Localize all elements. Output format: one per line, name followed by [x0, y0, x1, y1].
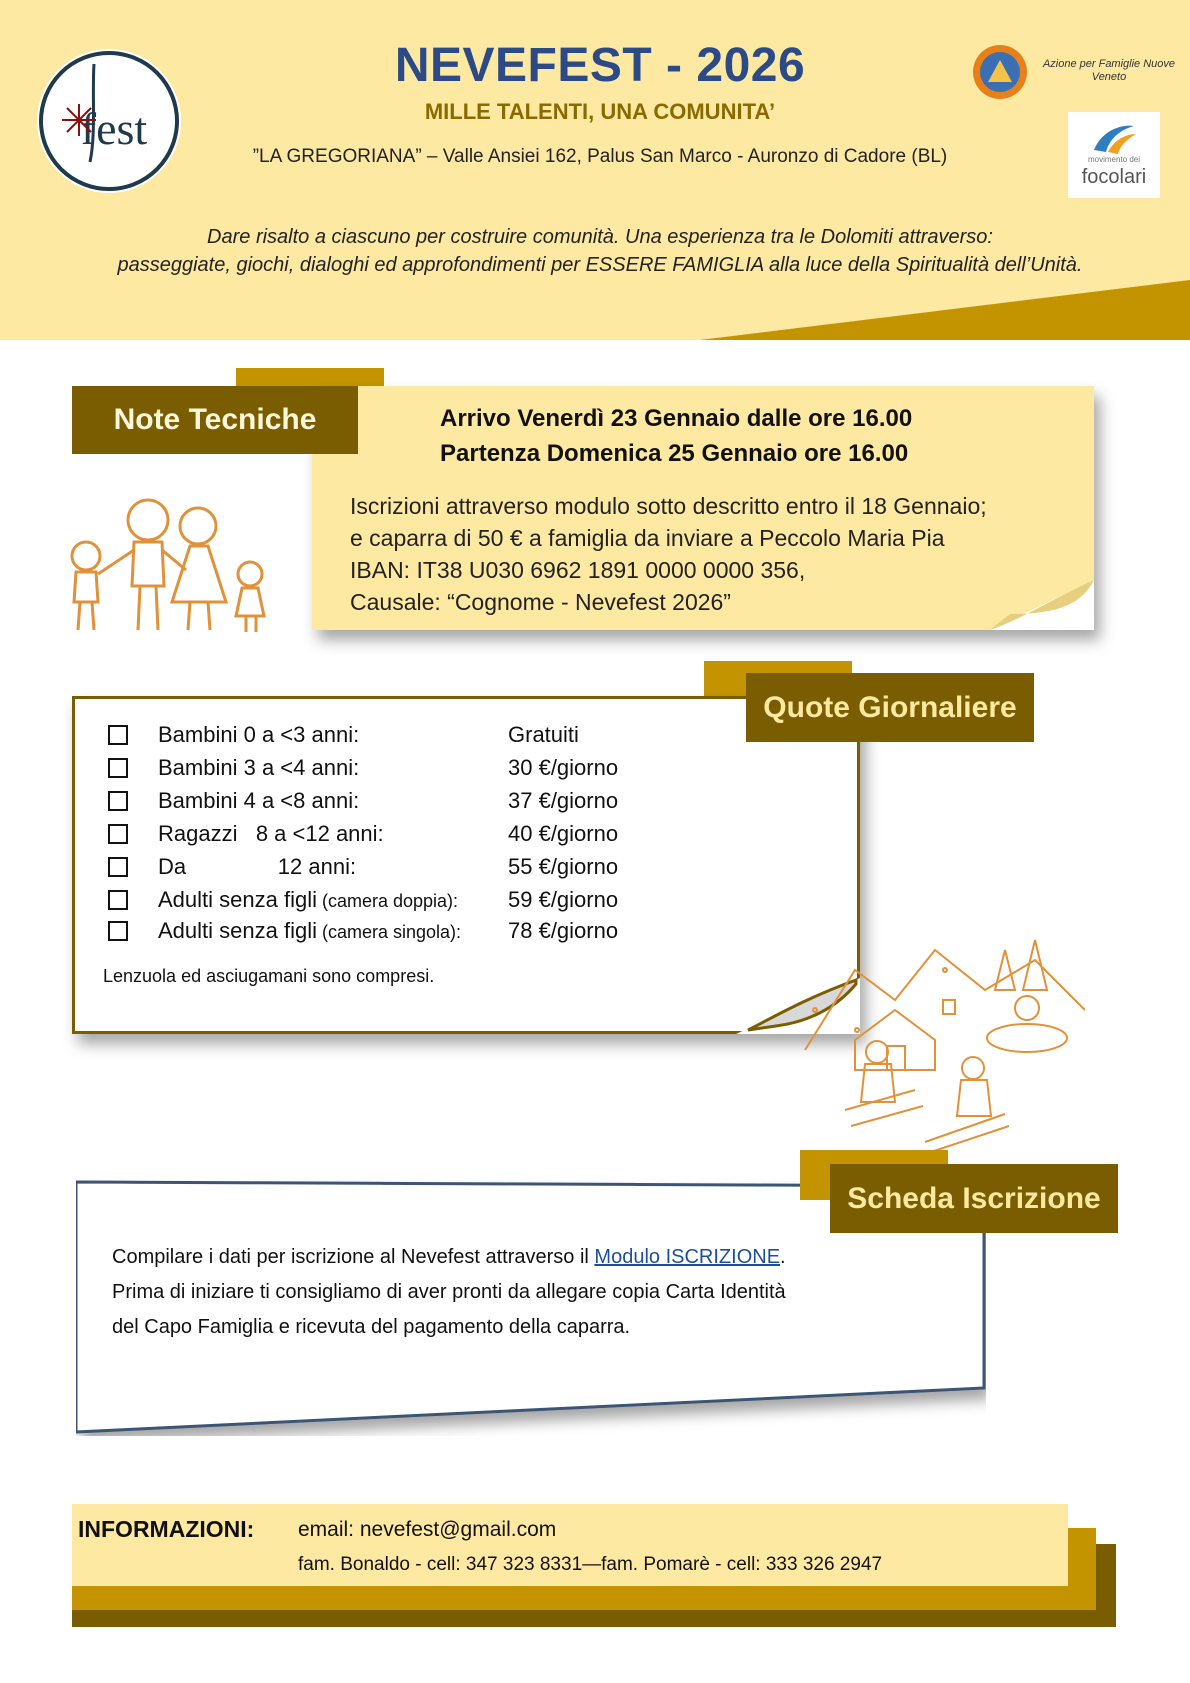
- contact-phones: fam. Bonaldo - cell: 347 323 8331—fam. Pomarè - cell: 333 326 2947: [298, 1554, 883, 1575]
- family-drawing-icon: [50, 490, 290, 640]
- price-row: [108, 784, 708, 817]
- schedule: [440, 401, 912, 471]
- price-category-text: Bambini 4 a <8 anni:: [158, 787, 360, 813]
- price-row: [108, 883, 708, 916]
- sledding-kids-drawing-icon: [795, 930, 1085, 1155]
- price-category-text: Da 12 anni:: [158, 853, 357, 879]
- tagline: [50, 223, 1150, 279]
- logo-text: fest: [80, 103, 148, 154]
- page-subtitle: MILLE TALENTI, UNA COMUNITA’: [424, 99, 776, 124]
- registration-line-2: e caparra di 50 € a famiglia da inviare a Peccolo Maria Pia: [350, 525, 945, 551]
- focolari-big-text: focolari: [1081, 166, 1147, 188]
- price-room-type: (camera doppia):: [316, 890, 459, 911]
- price-value: 59 €/giorno: [508, 886, 619, 912]
- scheda-iscrizione-label: Scheda Iscrizione: [830, 1164, 1118, 1233]
- scheda-text: [112, 1240, 786, 1345]
- scheda-line-1: [112, 1240, 786, 1275]
- info-label: INFORMAZIONI:: [78, 1516, 255, 1542]
- price-category-text: Adulti senza figli: [158, 917, 317, 943]
- price-category: [158, 755, 508, 781]
- price-row: [108, 718, 708, 751]
- modulo-iscrizione-link[interactable]: Modulo ISCRIZIONE: [594, 1246, 781, 1268]
- focolari-small-text: movimento dei: [1087, 155, 1141, 164]
- price-value: 37 €/giorno: [508, 787, 619, 813]
- snowflake-icon: [62, 104, 96, 136]
- price-category: [158, 918, 508, 944]
- price-category: [158, 722, 508, 748]
- price-value: 78 €/giorno: [508, 917, 619, 943]
- checkbox[interactable]: [108, 824, 128, 844]
- quote-giornaliere-label: Quote Giornaliere: [746, 673, 1034, 742]
- linens-note: Lenzuola ed asciugamani sono compresi.: [103, 966, 435, 986]
- price-category: [158, 821, 508, 847]
- note-tecniche-label: Note Tecniche: [72, 386, 358, 454]
- causale-line: Causale: “Cognome - Nevefest 2026”: [350, 589, 731, 615]
- price-category-text: Bambini 3 a <4 anni:: [158, 754, 360, 780]
- checkbox[interactable]: [108, 758, 128, 778]
- afn-caption-line-2: Veneto: [1091, 71, 1127, 83]
- price-value: 30 €/giorno: [508, 754, 619, 780]
- price-category: [158, 788, 508, 814]
- checkbox[interactable]: [108, 791, 128, 811]
- page-title: NEVEFEST - 2026: [394, 39, 806, 92]
- price-row: [108, 850, 708, 883]
- contact-email: email: nevefest@gmail.com: [298, 1518, 557, 1541]
- departure-text: Partenza Domenica 25 Gennaio ore 16.00: [440, 440, 909, 467]
- page-curl: [990, 580, 1094, 630]
- registration-info: [350, 490, 987, 618]
- scheda-line-1-end: .: [780, 1246, 786, 1268]
- afn-logo-icon: [970, 42, 1030, 102]
- afn-caption-line-1: Azione per Famiglie Nuove: [1042, 58, 1176, 70]
- price-value: Gratuiti: [508, 721, 579, 747]
- price-category-text: Ragazzi 8 a <12 anni:: [158, 820, 384, 846]
- checkbox[interactable]: [108, 890, 128, 910]
- iban-line: IBAN: IT38 U030 6962 1891 0000 0000 356,: [350, 557, 806, 583]
- arrival-text: Arrivo Venerdì 23 Gennaio dalle ore 16.00: [440, 405, 913, 432]
- nevefest-logo: [32, 44, 187, 199]
- tagline-line-1: Dare risalto a ciascuno per costruire comunità. Una esperienza tra le Dolomiti attraverso:: [207, 226, 993, 248]
- registration-line-1: Iscrizioni attraverso modulo sotto descritto entro il 18 Gennaio;: [350, 493, 987, 519]
- price-category-text: Bambini 0 a <3 anni:: [158, 721, 360, 747]
- checkbox[interactable]: [108, 857, 128, 877]
- price-row: [108, 914, 708, 947]
- scheda-line-2: Prima di iniziare ti consigliamo di aver pronti da allegare copia Carta Identità: [112, 1281, 786, 1303]
- price-row: [108, 817, 708, 850]
- price-category-text: Adulti senza figli: [158, 886, 317, 912]
- price-category: [158, 887, 508, 913]
- venue-address: ”LA GREGORIANA” – Valle Ansiei 162, Palus San Marco - Auronzo di Cadore (BL): [252, 146, 948, 167]
- tagline-line-2: passeggiate, giochi, dialoghi ed approfondimenti per ESSERE FAMIGLIA alla luce della Spiritualità dell’Unità.: [117, 254, 1083, 276]
- checkbox[interactable]: [108, 725, 128, 745]
- afn-caption: [1034, 58, 1184, 84]
- price-category: [158, 854, 508, 880]
- price-value: 55 €/giorno: [508, 853, 619, 879]
- checkbox[interactable]: [108, 921, 128, 941]
- price-row: [108, 751, 708, 784]
- scheda-line-3: del Capo Famiglia e ricevuta del pagamento della caparra.: [112, 1316, 631, 1338]
- price-room-type: (camera singola):: [316, 921, 462, 942]
- price-value: 40 €/giorno: [508, 820, 619, 846]
- scheda-line-1-text: Compilare i dati per iscrizione al Nevefest attraverso il: [112, 1246, 595, 1268]
